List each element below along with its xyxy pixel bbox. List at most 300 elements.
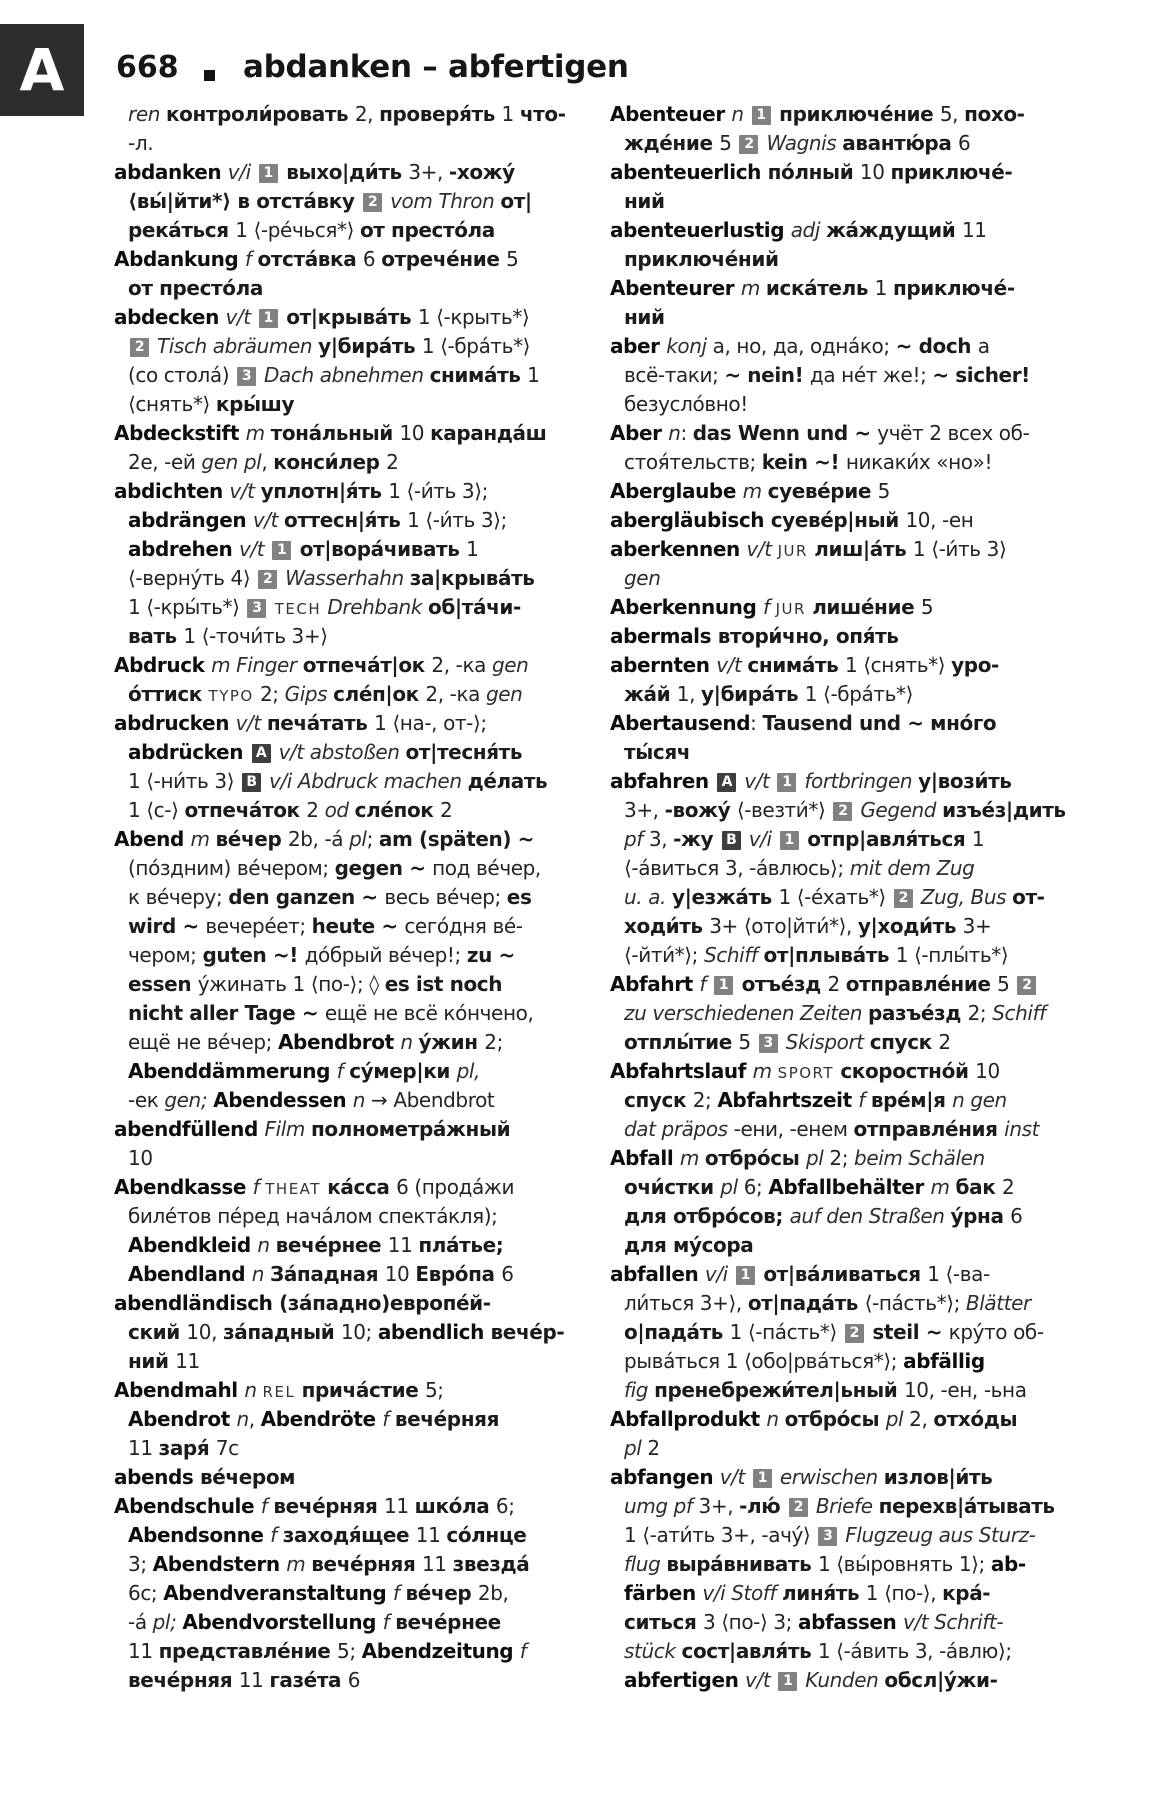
dictionary-line (610, 1260, 1096, 1289)
plain-text: 3+, (408, 160, 449, 184)
dictionary-line (610, 506, 1096, 535)
alphabet-tab-letter: A (19, 36, 65, 104)
translation-text: уро- (951, 653, 999, 677)
grammar-label: gen (491, 653, 529, 677)
plain-text: 2 (827, 972, 846, 996)
headword: abfällig (903, 1349, 985, 1373)
dictionary-line (114, 796, 600, 825)
grammar-label: beim Schälen (854, 1146, 985, 1170)
sense-letter-badge: A (252, 744, 271, 763)
domain-label: SPORT (777, 1064, 841, 1082)
translation-text: kein ~! (761, 450, 846, 474)
headword: Abendröte (260, 1407, 383, 1431)
plain-text: 1 ⟨-плы́ть*⟩ (895, 943, 1009, 967)
dictionary-line (610, 1173, 1096, 1202)
headword: abermals (610, 624, 718, 648)
dictionary-line (114, 1434, 600, 1463)
headword: Abendland (128, 1262, 252, 1286)
plain-text: 1 ⟨-а́вить 3, -а́влю⟩; (817, 1639, 1012, 1663)
headword: Abenteurer (610, 276, 741, 300)
translation-text: мно́го (930, 711, 997, 735)
translation-text: снима́ть (429, 363, 528, 387)
plain-text: -ени, -енем (733, 1117, 854, 1141)
plain-text: а, но, да, одна́ко; (712, 334, 896, 358)
translation-text: отста́вка (257, 247, 363, 271)
grammar-label: m (740, 276, 766, 300)
translation-text: приключе́ние (772, 102, 940, 126)
plain-text: ⟨снять*⟩ (128, 392, 216, 416)
translation-text: отплы́тие (624, 1030, 739, 1054)
plain-text: учёт 2 всех об- (877, 421, 1030, 445)
translation-text: спуск (869, 1030, 939, 1054)
plain-text: 5; (337, 1639, 362, 1663)
translation-text: вече́рняя (273, 1494, 385, 1518)
headword: Abfahrtslauf (610, 1059, 753, 1083)
translation-text: zu ~ (466, 943, 515, 967)
grammar-label: v/t (238, 537, 271, 561)
grammar-label: f (244, 247, 258, 271)
plain-text: 10, (186, 1320, 223, 1344)
translation-text: от- (1012, 885, 1045, 909)
grammar-label: v/t (225, 305, 257, 329)
dictionary-line (610, 1434, 1096, 1463)
grammar-label: f (699, 972, 713, 996)
dictionary-line (610, 274, 1096, 303)
plain-text: 3+ ⟨ото|йти́*⟩, (709, 914, 858, 938)
dictionary-line (610, 129, 1096, 158)
headword: aber (610, 334, 667, 358)
dictionary-line (114, 1463, 600, 1492)
plain-text: 1 (466, 537, 479, 561)
plain-text: 6 (957, 131, 971, 155)
sense-number-badge: 2 (363, 193, 382, 212)
dictionary-line (114, 593, 600, 622)
plain-text: никаки́х «но»! (845, 450, 993, 474)
grammar-label: m (286, 1552, 312, 1576)
translation-text: приключе́ний (624, 247, 779, 271)
headword: abergläubisch (610, 508, 771, 532)
translation-text: wird ~ (128, 914, 206, 938)
dictionary-line (610, 448, 1096, 477)
translation-text: steil ~ (865, 1320, 949, 1344)
grammar-label: Kunden (799, 1668, 885, 1692)
dictionary-line (610, 1666, 1096, 1695)
domain-label: JUR (777, 542, 815, 560)
translation-text: от|тесня́ть (405, 740, 523, 764)
headword: abernten (610, 653, 717, 677)
dictionary-line (114, 1521, 600, 1550)
grammar-label: gen (485, 682, 523, 706)
translation-text: nicht aller Tage ~ (128, 1001, 325, 1025)
translation-text: иска́тель (765, 276, 875, 300)
translation-text: вре́м|я (870, 1088, 953, 1112)
dictionary-line (610, 1057, 1096, 1086)
headword: Abend (114, 827, 191, 851)
plain-text: 2; (259, 682, 285, 706)
plain-text: 1 ⟨-ни́ть 3⟩ (128, 769, 241, 793)
translation-text: у|бира́ть (701, 682, 805, 706)
sense-number-badge: 1 (259, 164, 278, 183)
dictionary-line (114, 738, 600, 767)
plain-text: 2, (354, 102, 380, 126)
plain-text: весь ве́чер; (384, 885, 507, 909)
translation-text: газе́та (269, 1668, 348, 1692)
plain-text: 11 (415, 1523, 447, 1547)
translation-text: от престо́ла (359, 218, 495, 242)
grammar-label: m (742, 479, 768, 503)
plain-text: 6 (362, 247, 382, 271)
dictionary-line (610, 883, 1096, 912)
plain-text: -ек (128, 1088, 165, 1112)
plain-text: ⟨-йти́*⟩; (624, 943, 704, 967)
grammar-label: m (752, 1059, 778, 1083)
grammar-label: pl (624, 1436, 648, 1460)
plain-text: 5 (738, 1030, 757, 1054)
translation-text: от|вора́чивать (293, 537, 467, 561)
translation-text: жа́й (624, 682, 677, 706)
plain-text: ещё не всё ко́нчено, (324, 1001, 534, 1025)
translation-text: заря́ (158, 1436, 216, 1460)
dictionary-line (610, 1550, 1096, 1579)
grammar-label: gen (624, 566, 661, 590)
grammar-label: auf den Straßen (789, 1204, 951, 1228)
headword: Abfallprodukt (610, 1407, 767, 1431)
translation-text: вече́рняя (394, 1407, 500, 1431)
plain-text: , (248, 1407, 261, 1431)
plain-text: 2; (484, 1030, 503, 1054)
plain-text: ⟨-везти́*⟩ (736, 798, 832, 822)
plain-text: 1 ⟨-и́ть 3⟩; (388, 479, 488, 503)
headword: abdrucken (114, 711, 236, 735)
grammar-label: Dach abnehmen (258, 363, 430, 387)
headword: abendlich (377, 1320, 491, 1344)
headword: abfertigen (624, 1668, 746, 1692)
sense-letter-badge: A (717, 773, 736, 792)
plain-text: 6c; (128, 1581, 164, 1605)
dictionary-line (610, 970, 1096, 999)
headword: Abfall (610, 1146, 680, 1170)
translation-text: вече́рнее (395, 1610, 501, 1634)
dictionary-line (114, 158, 600, 187)
plain-text: 5; (424, 1378, 444, 1402)
page-title: abdanken – abfertigen (243, 49, 629, 85)
dictionary-line (114, 709, 600, 738)
grammar-label: erwischen (773, 1465, 884, 1489)
translation-text: тона́льный (270, 421, 400, 445)
dictionary-line (610, 535, 1096, 564)
grammar-label: adj (790, 218, 826, 242)
translation-text: За́падная (270, 1262, 385, 1286)
translation-text: шко́ла (414, 1494, 496, 1518)
translation-text: Tausend und ~ (762, 711, 931, 735)
plain-text: 11 (387, 1233, 419, 1257)
translation-text: -вожу́ (664, 798, 737, 822)
translation-text: ~ doch (895, 334, 978, 358)
plain-text: 1, (676, 682, 702, 706)
dictionary-line (610, 1405, 1096, 1434)
dictionary-line (610, 738, 1096, 767)
grammar-label: pl (349, 827, 367, 851)
translation-text: авантю́ра (842, 131, 958, 155)
translation-text: отбро́сы (784, 1407, 886, 1431)
plain-text: 2, (909, 1407, 934, 1431)
translation-text: от|ва́ливаться (756, 1262, 928, 1286)
domain-label: JUR (775, 600, 813, 618)
plain-text: 1 ⟨вы́ровнять 1⟩; (817, 1552, 991, 1576)
translation-text: вече́р- (490, 1320, 565, 1344)
plain-text: 10, -ен, -ьна (903, 1378, 1027, 1402)
plain-text: 1 ⟨-бра́ть*⟩ (421, 334, 531, 358)
plain-text: да не́т же!; (809, 363, 933, 387)
plain-text: 3; (128, 1552, 153, 1576)
plain-text: 1 (501, 102, 520, 126)
dictionary-line (610, 1144, 1096, 1173)
headword: abfangen (610, 1465, 720, 1489)
dictionary-line (610, 1637, 1096, 1666)
dictionary-line (610, 680, 1096, 709)
dictionary-line (114, 1608, 600, 1637)
dictionary-line (610, 825, 1096, 854)
grammar-label: v/i (704, 1262, 734, 1286)
translation-text: каранда́ш (430, 421, 547, 445)
translation-text: вече́рняя (128, 1668, 239, 1692)
translation-text: es ist noch (384, 972, 503, 996)
headword: Aberkennung (610, 595, 763, 619)
dictionary-line (610, 651, 1096, 680)
dictionary-line (114, 999, 600, 1028)
dictionary-line (610, 593, 1096, 622)
plain-text: 2b, -а́ (287, 827, 350, 851)
plain-text: безусло́вно! (624, 392, 748, 416)
dictionary-line (114, 100, 600, 129)
plain-text: 11 (175, 1349, 200, 1373)
translation-text: (за́падно)европе́й- (279, 1291, 491, 1315)
translation-text: отправле́ния (853, 1117, 1005, 1141)
translation-text: вече́рняя (311, 1552, 422, 1576)
dictionary-line (610, 1347, 1096, 1376)
translation-text: guten ~! (202, 943, 305, 967)
dictionary-line (114, 1260, 600, 1289)
dictionary-line (114, 535, 600, 564)
translation-text: со́лнце (446, 1523, 527, 1547)
headword: Abfallbehälter (768, 1175, 931, 1199)
dictionary-line (114, 767, 600, 796)
plain-text: (по́здним) ве́чером; (128, 856, 335, 880)
dictionary-line (114, 419, 600, 448)
translation-text: пренебрежи́тел|ьный (654, 1378, 904, 1402)
grammar-label: v/t Schrift- (902, 1610, 1004, 1634)
translation-text: ний (624, 189, 665, 213)
sense-number-badge: 2 (130, 338, 149, 357)
dictionary-line (610, 941, 1096, 970)
translation-text: суеве́рие (767, 479, 878, 503)
sense-number-badge: 1 (753, 1469, 772, 1488)
headword: abendländisch (114, 1291, 280, 1315)
translation-text: вече́рнее (275, 1233, 388, 1257)
grammar-label: f (392, 1581, 406, 1605)
plain-text: 1 (527, 363, 540, 387)
plain-text: 11 (238, 1668, 270, 1692)
dictionary-line (114, 1666, 600, 1695)
grammar-label: f (260, 1494, 274, 1518)
plain-text: 5 (997, 972, 1016, 996)
translation-text: у|езжа́ть (671, 885, 779, 909)
translation-text: essen (128, 972, 198, 996)
sense-number-badge: 1 (272, 541, 291, 560)
dictionary-line (114, 651, 600, 680)
grammar-label: n (352, 1088, 372, 1112)
headword: Abdruck (114, 653, 212, 677)
dictionary-line (610, 1028, 1096, 1057)
translation-text: спуск (624, 1088, 693, 1112)
plain-text: 1 ⟨по-⟩, (865, 1581, 943, 1605)
plain-text: 1 ⟨-е́хать*⟩ (778, 885, 892, 909)
sense-number-badge: 1 (259, 309, 278, 328)
grammar-label: n (236, 1407, 249, 1431)
sense-number-badge: 1 (778, 1672, 797, 1691)
grammar-label: fig (624, 1378, 655, 1402)
dictionary-line (610, 361, 1096, 390)
plain-text: 7c (215, 1436, 239, 1460)
translation-text: ве́чер (215, 827, 288, 851)
dictionary-line (114, 506, 600, 535)
plain-text: 1 ⟨-ва- (927, 1262, 990, 1286)
grammar-label: Schiff (703, 943, 764, 967)
grammar-label: f (519, 1639, 527, 1663)
translation-text: проверя́ть (379, 102, 502, 126)
plain-text: 1 ⟨-ати́ть 3+, -ачу́⟩ (624, 1523, 817, 1547)
translation-text: сле́пок (354, 798, 441, 822)
dictionary-line (610, 1318, 1096, 1347)
plain-text: 1 ⟨-бра́ть*⟩ (804, 682, 913, 706)
grammar-label: mit dem Zug (849, 856, 975, 880)
translation-text: отъе́зд (735, 972, 828, 996)
sense-number-badge: 1 (714, 976, 733, 995)
headword: abfallen (610, 1262, 705, 1286)
headword: Abendvorstellung (182, 1610, 383, 1634)
translation-text: о́ттиск (128, 682, 209, 706)
plain-text: 11 (128, 1436, 159, 1460)
headword: Abenteuer (610, 102, 732, 126)
plain-text: ⟨-верну́ть 4⟩ (128, 566, 257, 590)
translation-text: контроли́ровать (165, 102, 355, 126)
left-column (114, 100, 600, 1695)
dictionary-line (610, 187, 1096, 216)
grammar-label: Gegend (854, 798, 943, 822)
headword: Abenddämmerung (128, 1059, 337, 1083)
dictionary-line (610, 1086, 1096, 1115)
sense-number-badge: 2 (258, 570, 277, 589)
dictionary-line (114, 941, 600, 970)
headword: ab- (990, 1552, 1026, 1576)
grammar-label: konj (666, 334, 713, 358)
translation-text: приключе́- (890, 160, 1013, 184)
sense-number-badge: 3 (759, 1034, 778, 1053)
translation-text: у́жин (418, 1030, 485, 1054)
grammar-label: flug (624, 1552, 667, 1576)
translation-text: отпеча́т|ок (302, 653, 432, 677)
plain-text: 2b, (477, 1581, 509, 1605)
translation-text: от| (500, 189, 532, 213)
plain-text: 6 (1010, 1204, 1023, 1228)
dictionary-line (114, 564, 600, 593)
translation-text: река́ться (128, 218, 236, 242)
grammar-label: v/t (738, 769, 776, 793)
headword: abdanken (114, 160, 228, 184)
plain-text: 3+, (624, 798, 665, 822)
dictionary-line (610, 1115, 1096, 1144)
grammar-label: ren (128, 102, 166, 126)
headword: färben (624, 1581, 703, 1605)
dictionary-line (114, 332, 600, 361)
plain-text: 2 (306, 798, 325, 822)
grammar-label: Wasserhahn (279, 566, 410, 590)
translation-text: жде́ние (624, 131, 720, 155)
translation-text: оттесн|я́ть (284, 508, 408, 532)
translation-text: су́мер|ки (349, 1059, 457, 1083)
translation-text: скоростно́й (840, 1059, 976, 1083)
plain-text: : (750, 711, 763, 735)
dictionary-line (114, 1289, 600, 1318)
translation-text: разъе́зд (868, 1001, 968, 1025)
grammar-label: f (382, 1610, 396, 1634)
grammar-label: v/i (742, 827, 778, 851)
plain-text: 1 (874, 276, 893, 300)
headword: Abendrot (128, 1407, 237, 1431)
plain-text: под ве́чер, (432, 856, 541, 880)
sense-number-badge: 1 (736, 1266, 755, 1285)
translation-text: сле́п|ок (333, 682, 426, 706)
grammar-label: n (731, 102, 750, 126)
plain-text: 1 ⟨-ре́чься*⟩ (235, 218, 360, 242)
grammar-label: v/t (745, 1668, 777, 1692)
plain-text: 2; (692, 1088, 718, 1112)
grammar-label: n (244, 1378, 263, 1402)
dictionary-line (610, 1202, 1096, 1231)
headword: Aber (610, 421, 669, 445)
translation-text: ~ nein! (724, 363, 810, 387)
dictionary-line (610, 1463, 1096, 1492)
dictionary-line (114, 1202, 600, 1231)
dictionary-line (114, 854, 600, 883)
translation-text: суеве́р|ный (770, 508, 906, 532)
plain-text: → Abendbrot (371, 1088, 495, 1112)
plain-text: к ве́черу; (128, 885, 229, 909)
plain-text: -а́ (128, 1610, 153, 1634)
dictionary-line (610, 1492, 1096, 1521)
grammar-label: dat präpos (624, 1117, 734, 1141)
dictionary-line (610, 1289, 1096, 1318)
translation-text: heute ~ (311, 914, 405, 938)
dictionary-line (114, 303, 600, 332)
header-bullet-icon (204, 70, 215, 81)
plain-text: 1 ⟨на-, от-⟩; (374, 711, 487, 735)
grammar-label: v/t abstoßen (272, 740, 406, 764)
sense-number-badge: 3 (818, 1527, 837, 1546)
translation-text: за́падный (223, 1320, 341, 1344)
dictionary-line (114, 912, 600, 941)
grammar-label: pl (720, 1175, 744, 1199)
plain-text: : (680, 421, 693, 445)
plain-text: 2 (647, 1436, 660, 1460)
sense-letter-badge: B (722, 831, 741, 850)
plain-text: стоя́тельств; (624, 450, 762, 474)
plain-text: 10, -ен (905, 508, 974, 532)
sense-number-badge: 2 (739, 135, 758, 154)
translation-text: втори́чно, опя́ть (717, 624, 899, 648)
grammar-label: v/i (227, 160, 257, 184)
plain-text: 3 ⟨по-⟩ 3; (702, 1610, 798, 1634)
